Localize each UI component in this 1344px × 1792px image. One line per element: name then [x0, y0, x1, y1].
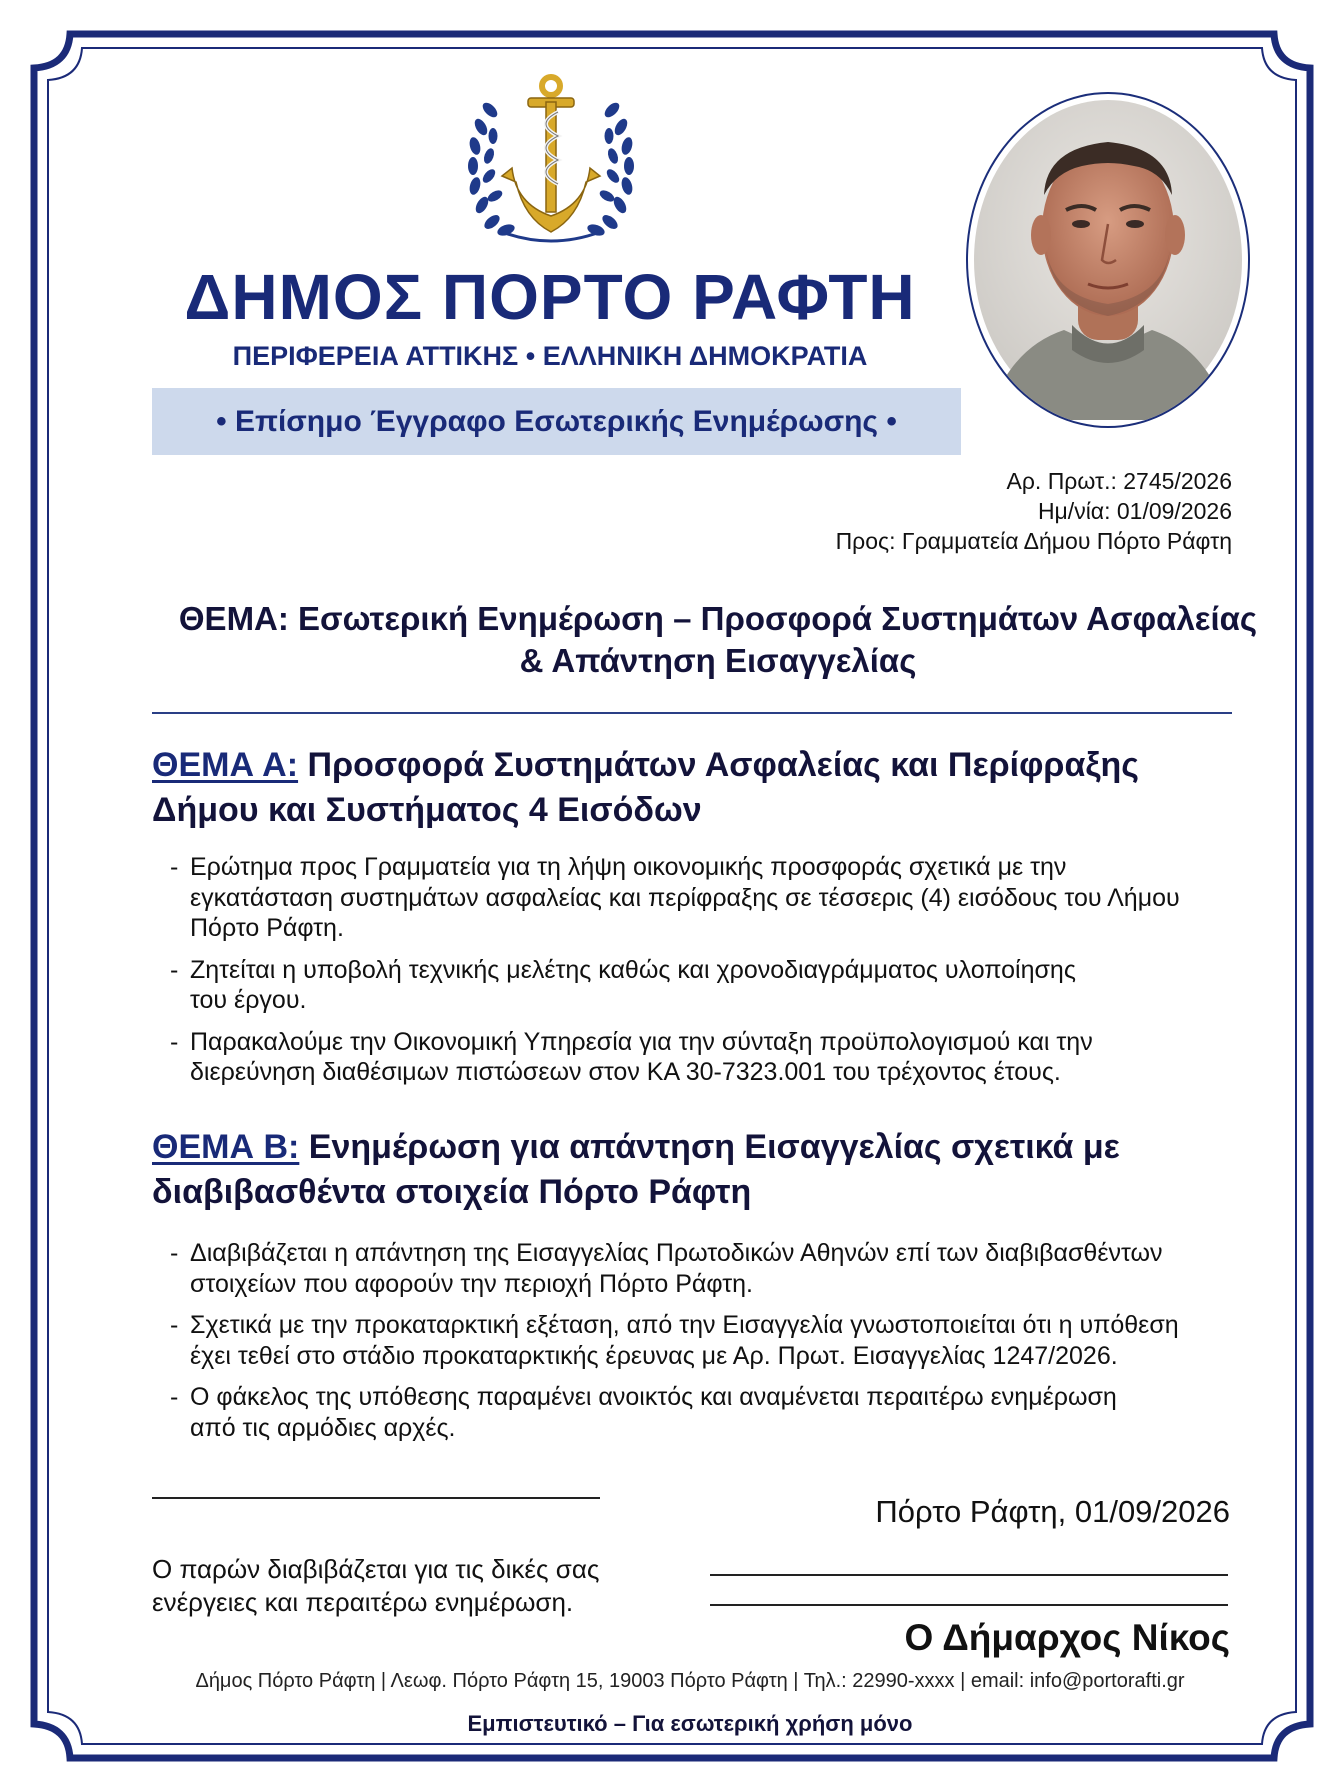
region-subtitle: ΠΕΡΙΦΕΡΕΙΑ ΑΤΤΙΚΗΣ • ΕΛΛΗΝΙΚΗ ΔΗΜΟΚΡΑΤΙΑ: [232, 341, 868, 371]
bullet-line: Ζητείται η υποβολή τεχνικής μελέτης καθώς και χρονοδιαγράμματος υλοποίησης: [190, 955, 1076, 984]
reference-block: [720, 466, 1232, 556]
divider: [152, 712, 1232, 714]
section-a-title: [152, 743, 1262, 833]
protocol-number: Αρ. Πρωτ.: 2745/2026: [1006, 468, 1232, 494]
bullet-line: Σχετικά με την προκαταρκτική εξέταση, από την Εισαγγελία γνωστοποιείται ότι η υπόθεση: [190, 1311, 1179, 1339]
forward-note-line-1: Ο παρών διαβιβάζεται για τις δικές σας: [152, 1554, 600, 1584]
section-a-title-line-2: Δήμου και Συστήματος 4 Εισόδων: [152, 791, 702, 829]
list-item: [170, 1238, 1190, 1299]
portrait-photo: [966, 92, 1250, 428]
list-item: [170, 1382, 1190, 1443]
confidential-notice: Εμπιστευτικό – Για εσωτερική χρήση μόνο: [467, 1711, 913, 1736]
bullet-line: διερεύνηση διαθέσιμων πιστώσεων στον ΚΑ 30-7323.001 του τρέχοντος έτους.: [190, 1058, 1061, 1086]
bullet-line: του έργου.: [190, 986, 307, 1014]
list-item: [170, 955, 1190, 1016]
subject-line-2: & Απάντηση Εισαγγελίας: [519, 642, 917, 679]
section-b-bullets: [170, 1238, 1190, 1454]
bullet-line: Πόρτο Ράφτη.: [190, 914, 344, 942]
bullet-dash: -: [170, 853, 179, 881]
subject-line-1: ΘΕΜΑ: Εσωτερική Ενημέρωση – Προσφορά Συστημάτων Ασφαλείας: [178, 600, 1258, 637]
forward-note: [152, 1553, 672, 1619]
bullet-dash: -: [170, 1311, 179, 1339]
signature-line-1: [710, 1574, 1228, 1576]
footer-contact: Δήμος Πόρτο Ράφτη | Λεωφ. Πόρτο Ράφτη 15, 19003 Πόρτο Ράφτη | Τηλ.: 22990-xxxx | email: info@portorafti.gr: [195, 1670, 1185, 1692]
bullet-line: Διαβιβάζεται η απάντηση της Εισαγγελίας Πρωτοδικών Αθηνών επί των διαβιβασθέντων: [190, 1239, 1163, 1267]
bullet-dash: -: [170, 955, 179, 984]
bullet-line: Παρακαλούμε την Οικονομική Υπηρεσία για την σύνταξη προϋπολογισμού και την: [190, 1027, 1093, 1056]
list-item: [170, 1310, 1190, 1371]
section-b-title-line-2: διαβιβασθέντα στοιχεία Πόρτο Ράφτη: [152, 1173, 752, 1211]
bullet-dash: -: [170, 1027, 179, 1056]
municipality-title: ΔΗΜΟΣ ΠΟΡΤΟ ΡΑΦΤΗ: [184, 261, 916, 333]
bullet-dash: -: [170, 1383, 179, 1411]
left-signature-line: [152, 1497, 600, 1499]
subject-heading: [148, 598, 1288, 682]
bullet-line: από τις αρμόδιες αρχές.: [190, 1413, 456, 1442]
recipient: Προς: Γραμματεία Δήμου Πόρτο Ράφτη: [835, 528, 1232, 554]
bullet-line: εγκατάσταση συστημάτων ασφαλείας και περίφραξης σε τέσσερις (4) εισόδους του Λήμου: [190, 883, 1180, 912]
bullet-line: Ο φάκελος της υπόθεσης παραμένει ανοικτός και αναμένεται περαιτέρω ενημέρωση: [190, 1383, 1117, 1411]
list-item: [170, 852, 1190, 944]
section-b-title: [152, 1125, 1262, 1215]
bullet-line: Ερώτημα προς Γραμματεία για τη λήψη οικονομικής προσφοράς σχετικά με την: [190, 853, 1067, 881]
signature-line-2: [710, 1604, 1228, 1606]
section-a-bullets: [170, 852, 1190, 1099]
bullet-dash: -: [170, 1239, 179, 1267]
section-a-title-line-1: Προσφορά Συστημάτων Ασφαλείας και Περίφραξης: [307, 746, 1139, 784]
section-b-label: ΘΕΜΑ Β:: [152, 1128, 300, 1166]
document-date: Ημ/νία: 01/09/2026: [1037, 498, 1232, 524]
bullet-line: έχει τεθεί στο στάδιο προκαταρκτικής έρευνας με Αρ. Πρωτ. Εισαγγελίας 1247/2026.: [190, 1341, 1118, 1370]
anchor-laurel-emblem-icon: [462, 72, 640, 252]
bullet-line: στοιχείων που αφορούν την περιοχή Πόρτο Ράφτη.: [190, 1269, 753, 1298]
place-date: Πόρτο Ράφτη, 01/09/2026: [875, 1494, 1230, 1529]
section-b-title-line-1: Ενημέρωση για απάντηση Εισαγγελίας σχετικά με: [308, 1128, 1120, 1166]
signatory-name: Ο Δήμαρχος Νίκος: [904, 1617, 1230, 1658]
portrait-photo-icon: [974, 100, 1242, 420]
list-item: [170, 1027, 1190, 1088]
section-a-label: ΘΕΜΑ Α:: [152, 746, 299, 784]
official-document-banner: • Επίσημο Έγγραφο Εσωτερικής Ενημέρωσης •: [152, 388, 961, 455]
forward-note-line-2: ενέργειες και περαιτέρω ενημέρωση.: [152, 1587, 574, 1617]
